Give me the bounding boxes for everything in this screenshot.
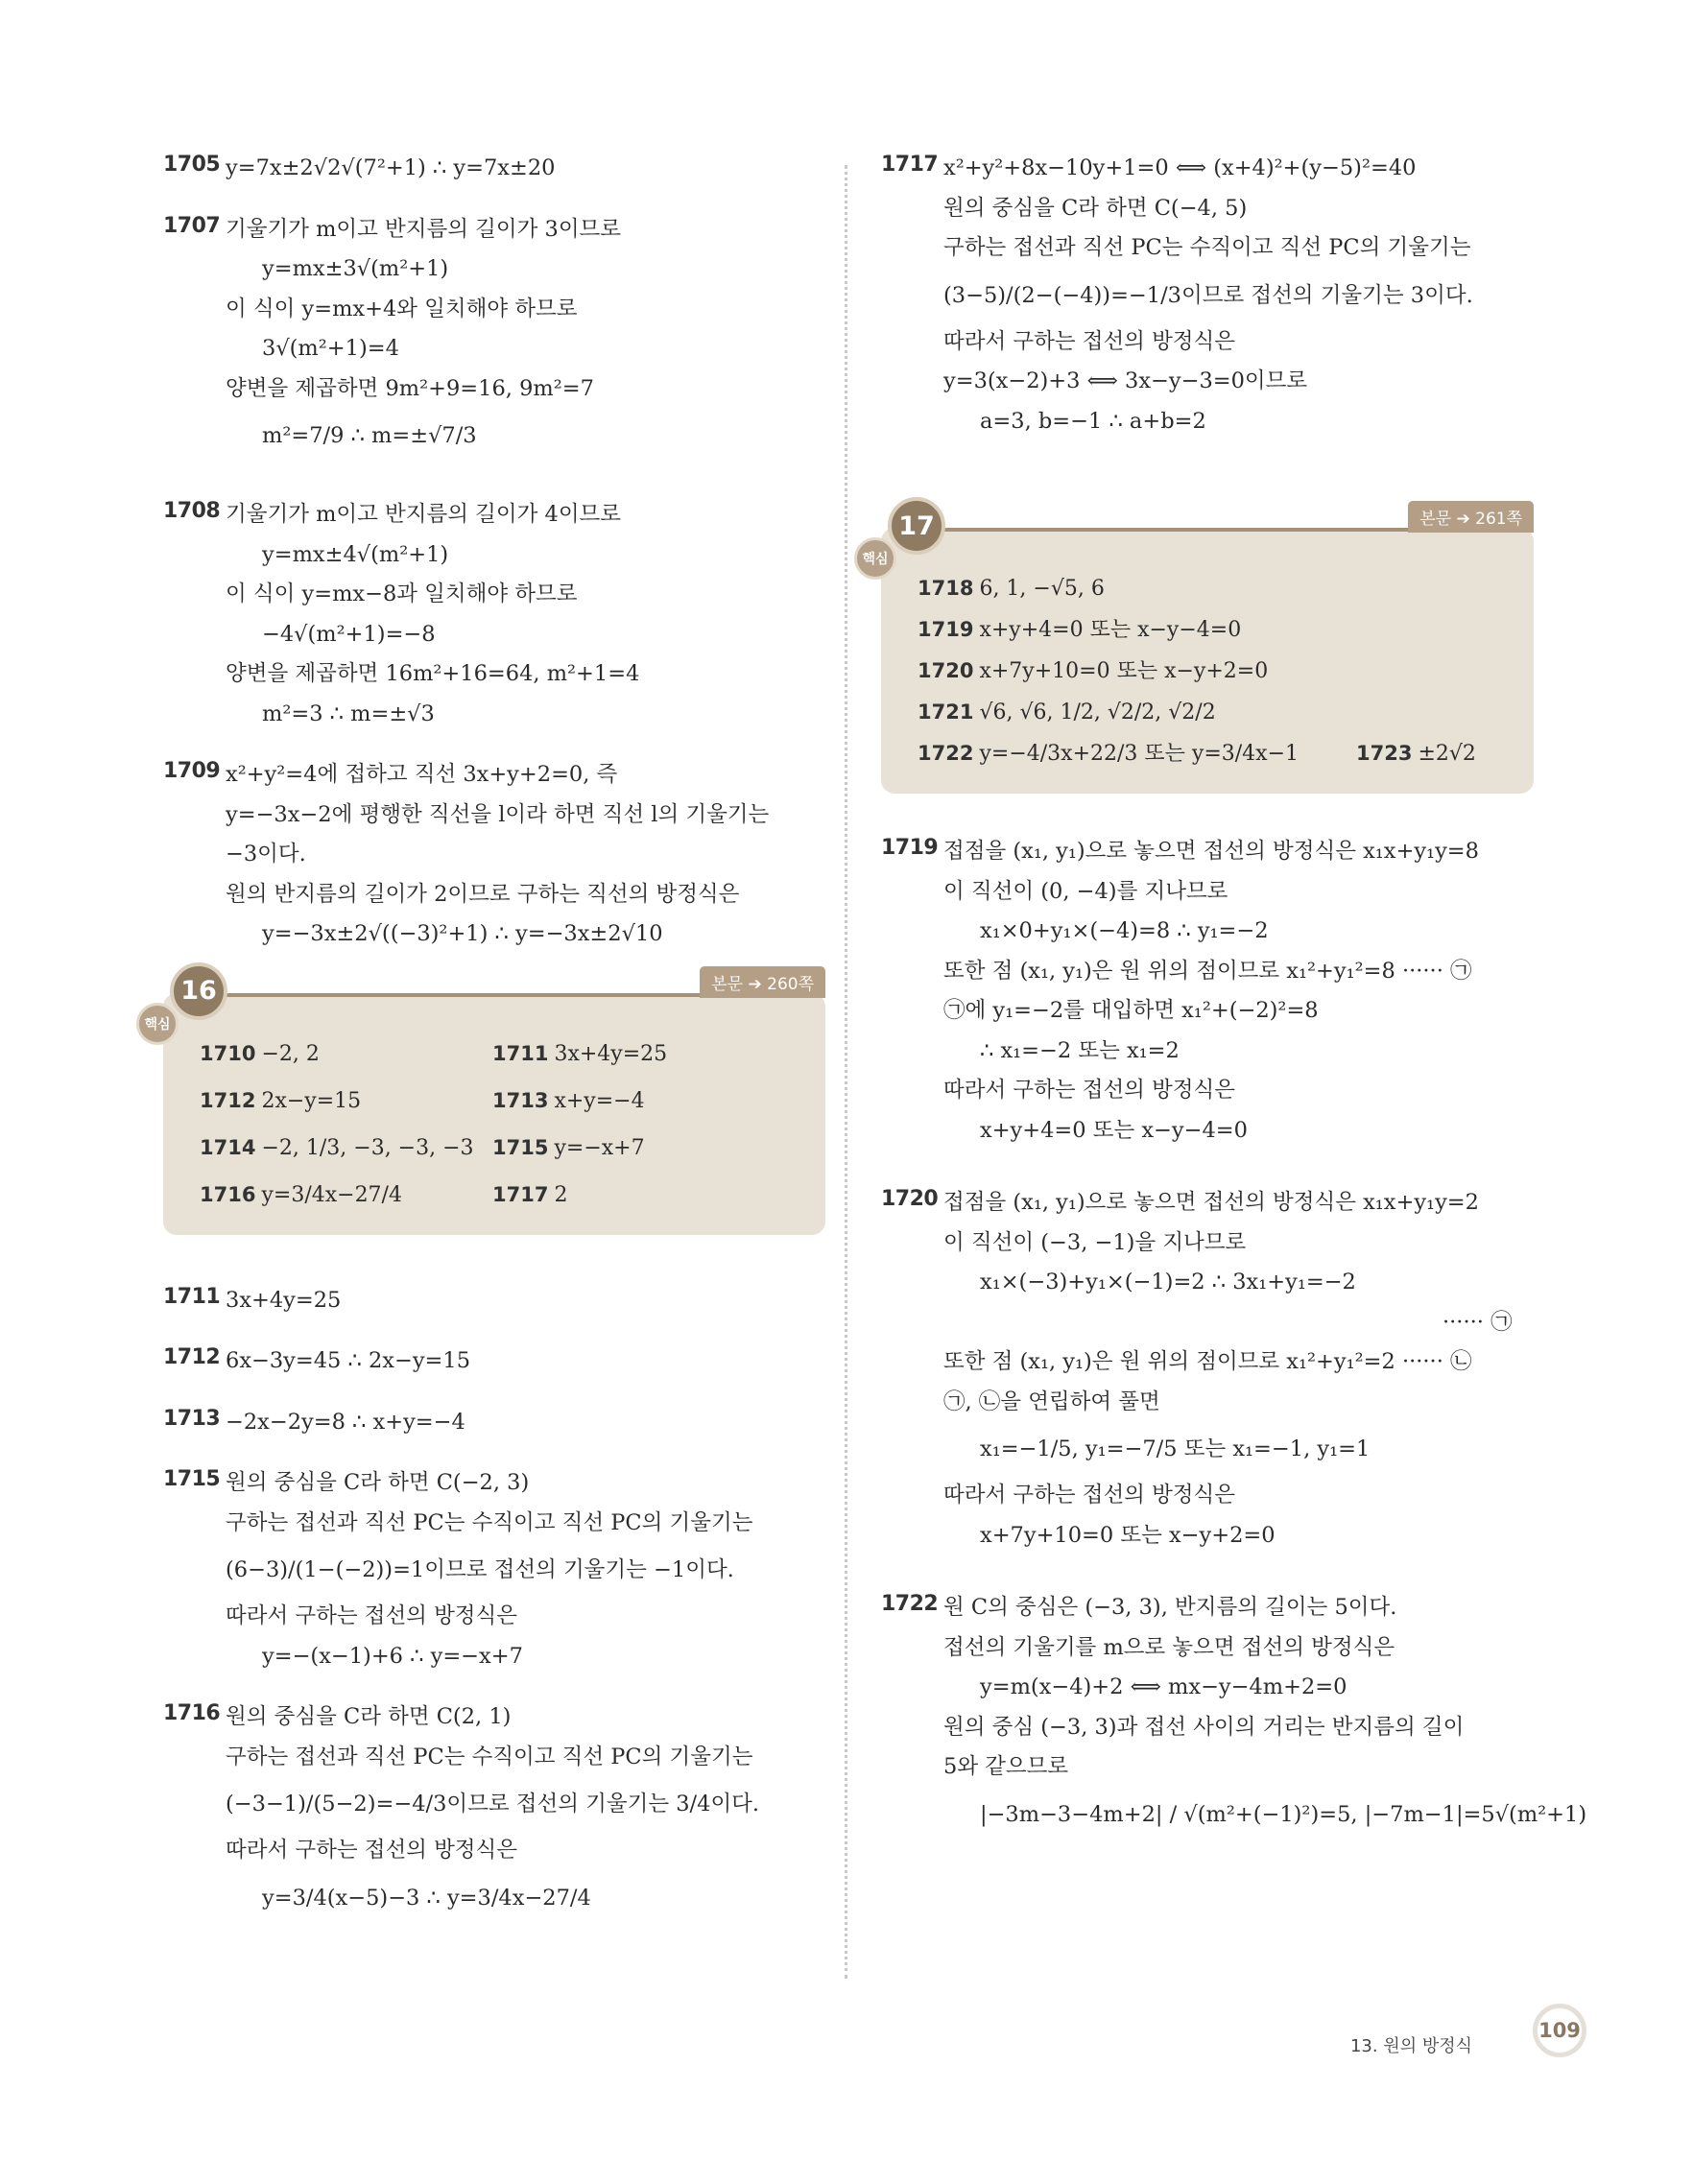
solution-line: −4√(m²+1)=−8 (262, 621, 436, 647)
core-tag: 핵심 (136, 1003, 179, 1045)
solution-line: 5와 같으므로 (943, 1754, 1069, 1779)
problem-1720 (881, 1183, 1534, 1555)
core-answer-box-17 (862, 510, 1534, 794)
solution-line: (6−3)/(1−(−2))=1이므로 접선의 기울기는 −1이다. (226, 1557, 734, 1582)
problem-1715 (163, 1463, 825, 1676)
problem-1713 (163, 1403, 825, 1443)
solution-line: 접점을 (x₁, y₁)으로 놓으면 접선의 방정식은 x₁x+y₁y=8 (943, 839, 1479, 864)
solution-line: 또한 점 (x₁, y₁)은 원 위의 점이므로 x₁²+y₁²=2 ······ ㉡ (943, 1349, 1472, 1374)
problem-number: 1715 (163, 1467, 221, 1491)
solution-line: 이 직선이 (−3, −1)을 지나므로 (943, 1229, 1247, 1255)
solution-line: 이 식이 y=mx−8과 일치해야 하므로 (226, 582, 578, 606)
solution-line: y=3(x−2)+3 ⟺ 3x−y−3=0이므로 (943, 368, 1308, 393)
solution-line: 원 C의 중심은 (−3, 3), 반지름의 길이는 5이다. (943, 1595, 1397, 1620)
problem-number: 1722 (881, 1592, 939, 1616)
solution-line: 원의 반지름의 길이가 2이므로 구하는 직선의 방정식은 (226, 881, 740, 907)
column-divider (845, 165, 847, 1979)
problem-number: 1709 (163, 759, 221, 783)
solution-line: x+y+4=0 또는 x−y−4=0 (980, 1117, 1248, 1143)
solution-line: 원의 중심을 C라 하면 C(−4, 5) (943, 195, 1248, 221)
solution-line: |−3m−3−4m+2| / √(m²+(−1)²)=5, |−7m−1|=5√(m²+1) (980, 1801, 1587, 1827)
solution-line: y=−3x±2√((−3)²+1) ∴ y=−3x±2√10 (262, 921, 663, 946)
problem-1705 (163, 149, 825, 189)
answer-item: 1717 2 (492, 1182, 568, 1207)
solution-line: 구하는 접선과 직선 PC는 수직이고 직선 PC의 기울기는 (943, 235, 1471, 260)
section-badge: 16 (170, 962, 227, 1020)
problem-1722 (881, 1588, 1587, 1841)
problem-1719 (881, 832, 1534, 1151)
solution-line: x+7y+10=0 또는 x−y+2=0 (980, 1522, 1276, 1548)
solution-line: ······ ㉠ (1443, 1309, 1513, 1335)
solution-line: 양변을 제곱하면 16m²+16=64, m²+1=4 (226, 661, 640, 686)
solution-line: 접점을 (x₁, y₁)으로 놓으면 접선의 방정식은 x₁x+y₁y=2 (943, 1190, 1479, 1215)
solution-line: 따라서 구하는 접선의 방정식은 (943, 1483, 1236, 1507)
answer-row (918, 733, 1507, 774)
answer-item: 1722 y=−4/3x+22/3 또는 y=3/4x−1 (918, 742, 1299, 766)
solution-line: 기울기가 m이고 반지름의 길이가 3이므로 (226, 216, 622, 242)
solution-line: −3이다. (226, 842, 306, 866)
solution-line: 구하는 접선과 직선 PC는 수직이고 직선 PC의 기울기는 (226, 1509, 753, 1535)
answer-item: 1712 2x−y=15 (200, 1088, 362, 1113)
problem-number: 1712 (163, 1345, 221, 1369)
answer-item: 1723 ±2√2 (1356, 742, 1476, 766)
answer-item: 1714 −2, 1/3, −3, −3, −3 (200, 1135, 474, 1160)
textbook-page-reference: 본문 ➔ 260쪽 (700, 966, 825, 998)
solution-line: 또한 점 (x₁, y₁)은 원 위의 점이므로 x₁²+y₁²=8 ······ ㉠ (943, 958, 1472, 984)
problem-1707 (163, 210, 825, 463)
solution-line: 3x+4y=25 (226, 1287, 342, 1313)
solution-line: 따라서 구하는 접선의 방정식은 (226, 1838, 518, 1863)
solution-line: 3√(m²+1)=4 (262, 336, 399, 361)
solution-line: 원의 중심을 C라 하면 C(−2, 3) (226, 1470, 530, 1495)
solution-line: y=mx±4√(m²+1) (262, 541, 449, 567)
solution-line: 따라서 구하는 접선의 방정식은 (943, 1078, 1236, 1103)
problem-1716 (163, 1697, 825, 1925)
solution-line: m²=3 ∴ m=±√3 (262, 700, 435, 726)
answer-item: 1720 x+7y+10=0 또는 x−y+2=0 (918, 659, 1269, 683)
answer-item: 1721 √6, √6, 1/2, √2/2, √2/2 (918, 700, 1216, 724)
solution-line: y=3/4(x−5)−3 ∴ y=3/4x−27/4 (262, 1885, 591, 1911)
solution-line: 원의 중심 (−3, 3)과 접선 사이의 거리는 반지름의 길이 (943, 1714, 1465, 1740)
section-badge: 17 (888, 497, 945, 555)
solution-line: x₁×(−3)+y₁×(−1)=2 ∴ 3x₁+y₁=−2 (980, 1270, 1356, 1294)
solution-line: 원의 중심을 C라 하면 C(2, 1) (226, 1704, 512, 1729)
problem-number: 1713 (163, 1406, 221, 1431)
solution-line: 따라서 구하는 접선의 방정식은 (226, 1603, 518, 1628)
solution-line: x²+y²+8x−10y+1=0 ⟺ (x+4)²+(y−5)²=40 (943, 155, 1417, 180)
right-column (862, 149, 1587, 1863)
answer-item: 1713 x+y=−4 (492, 1088, 645, 1113)
problem-number: 1707 (163, 213, 221, 238)
page-number: 109 (1533, 2004, 1586, 2057)
solution-line: x₁×0+y₁×(−4)=8 ∴ y₁=−2 (980, 918, 1269, 943)
problem-1712 (163, 1341, 825, 1382)
solution-line: 따라서 구하는 접선의 방정식은 (943, 328, 1236, 354)
core-answer-box-16 (144, 974, 825, 1235)
solution-line: 이 식이 y=mx+4와 일치해야 하므로 (226, 296, 578, 321)
solution-line: (3−5)/(2−(−4))=−1/3이므로 접선의 기울기는 3이다. (943, 282, 1473, 308)
solution-line: ∴ x₁=−2 또는 x₁=2 (980, 1037, 1180, 1063)
solution-line: 양변을 제곱하면 9m²+9=16, 9m²=7 (226, 375, 594, 401)
problem-number: 1705 (163, 153, 221, 177)
problem-1717 (881, 149, 1534, 441)
answer-item: 1711 3x+4y=25 (492, 1041, 668, 1066)
answer-item: 1718 6, 1, −√5, 6 (918, 577, 1105, 601)
problem-number: 1717 (881, 153, 939, 177)
solution-line: y=−3x−2에 평행한 직선을 l이라 하면 직선 l의 기울기는 (226, 801, 770, 827)
answer-item: 1715 y=−x+7 (492, 1135, 645, 1160)
answer-item: 1710 −2, 2 (200, 1041, 320, 1066)
solution-line: ㉠에 y₁=−2를 대입하면 x₁²+(−2)²=8 (943, 998, 1319, 1023)
solution-line: y=m(x−4)+2 ⟺ mx−y−4m+2=0 (980, 1674, 1347, 1699)
solution-line: (−3−1)/(5−2)=−4/3이므로 접선의 기울기는 3/4이다. (226, 1792, 760, 1816)
solution-line: ㉠, ㉡을 연립하여 풀면 (943, 1389, 1160, 1414)
left-column (144, 149, 825, 1946)
solution-line: −2x−2y=8 ∴ x+y=−4 (226, 1409, 465, 1435)
answer-item: 1716 y=3/4x−27/4 (200, 1182, 402, 1207)
solution-line: 6x−3y=45 ∴ 2x−y=15 (226, 1348, 471, 1373)
solution-line: x₁=−1/5, y₁=−7/5 또는 x₁=−1, y₁=1 (980, 1436, 1371, 1461)
solution-line: y=7x±2√2√(7²+1) ∴ y=7x±20 (226, 155, 556, 180)
solution-line: 기울기가 m이고 반지름의 길이가 4이므로 (226, 502, 622, 527)
problem-number: 1716 (163, 1701, 221, 1725)
problem-number: 1711 (163, 1284, 221, 1309)
problem-1708 (163, 495, 825, 734)
problem-1709 (163, 755, 825, 955)
solution-line: y=mx±3√(m²+1) (262, 256, 449, 281)
core-tag: 핵심 (854, 537, 896, 580)
solution-line: m²=7/9 ∴ m=±√7/3 (262, 423, 477, 448)
textbook-page-reference: 본문 ➔ 261쪽 (1408, 501, 1534, 533)
solution-line: 접선의 기울기를 m으로 놓으면 접선의 방정식은 (943, 1634, 1395, 1660)
answer-item: 1719 x+y+4=0 또는 x−y−4=0 (918, 618, 1242, 642)
solution-line: a=3, b=−1 ∴ a+b=2 (980, 408, 1206, 434)
problem-number: 1719 (881, 836, 939, 860)
chapter-footer: 13. 원의 방정식 (1349, 2036, 1472, 2056)
solution-line: x²+y²=4에 접하고 직선 3x+y+2=0, 즉 (226, 762, 618, 787)
problem-number: 1720 (881, 1187, 939, 1211)
problem-number: 1708 (163, 499, 221, 523)
solution-line: 구하는 접선과 직선 PC는 수직이고 직선 PC의 기울기는 (226, 1744, 753, 1769)
solution-line: 이 직선이 (0, −4)를 지나므로 (943, 878, 1228, 904)
solution-line: y=−(x−1)+6 ∴ y=−x+7 (262, 1643, 523, 1669)
problem-1711 (163, 1281, 825, 1321)
